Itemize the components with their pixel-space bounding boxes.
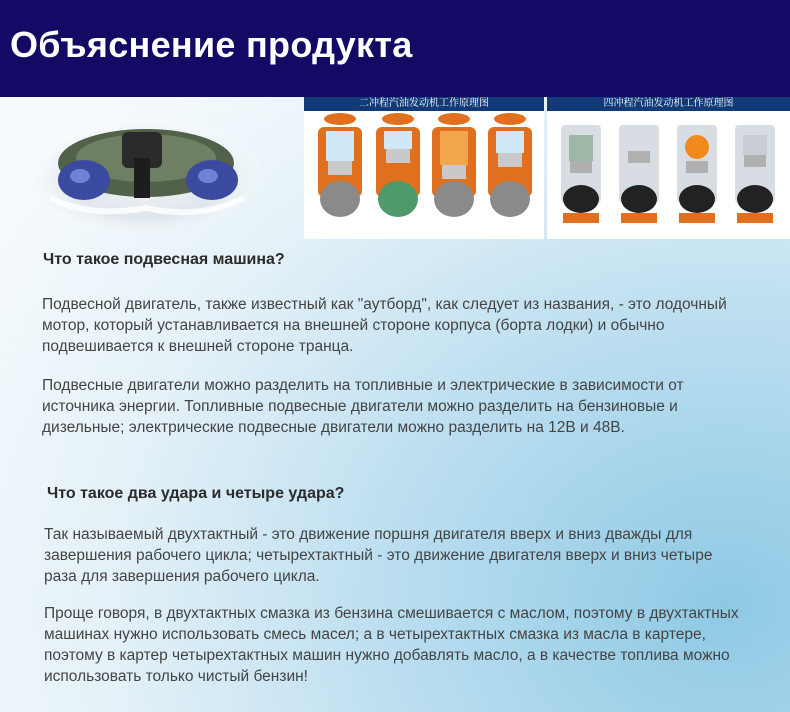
two-stroke-diagram <box>304 97 544 239</box>
four-stroke-caption: 四冲程汽油发动机工作原理图 <box>547 97 790 111</box>
two-stroke-caption: 二冲程汽油发动机工作原理图 <box>304 97 544 111</box>
page-header <box>0 0 790 97</box>
boat-image <box>30 108 262 232</box>
paragraph-outboard-definition: Подвесной двигатель, также известный как "аутборд", как следует из названия, - это лодочный мотор, который устанавливается на внешней стороне корпуса (борта лодки) и обычно подвешивается к внешней стороне транца. <box>42 296 727 355</box>
paragraph-strokes-lubrication: Проще говоря, в двухтактных смазка из бензина смешивается с маслом, поэтому в двухтактных машинах нужно использовать смесь масел; а в четырехтактных смазка из масла в картере, поэтому в картер четырехтактных машин нужно добавлять масло, а в качестве топлива можно использовать только чистый бензин! <box>44 605 739 685</box>
paragraph-outboard-types: Подвесные двигатели можно разделить на топливные и электрические в зависимости от источника энергии. Топливные подвесные двигатели можно разделить на бензиновые и дизельные; электрические подвесные двигатели можно разделить на 12В и 48В. <box>42 377 684 436</box>
question-strokes: Что такое два удара и четыре удара? <box>47 485 345 502</box>
four-stroke-diagram <box>547 97 790 239</box>
two-stroke-cylinders <box>304 111 544 239</box>
question-outboard: Что такое подвесная машина? <box>43 251 285 268</box>
paragraph-strokes-definition: Так называемый двухтактный - это движение поршня двигателя вверх и вниз дважды для завершения рабочего цикла; четырехтактный - это движение двигателя вверх и вниз четыре раза для завершения рабочего цикла. <box>44 526 713 585</box>
four-stroke-cylinders <box>547 111 790 239</box>
page-title: Объяснение продукта <box>10 24 413 65</box>
